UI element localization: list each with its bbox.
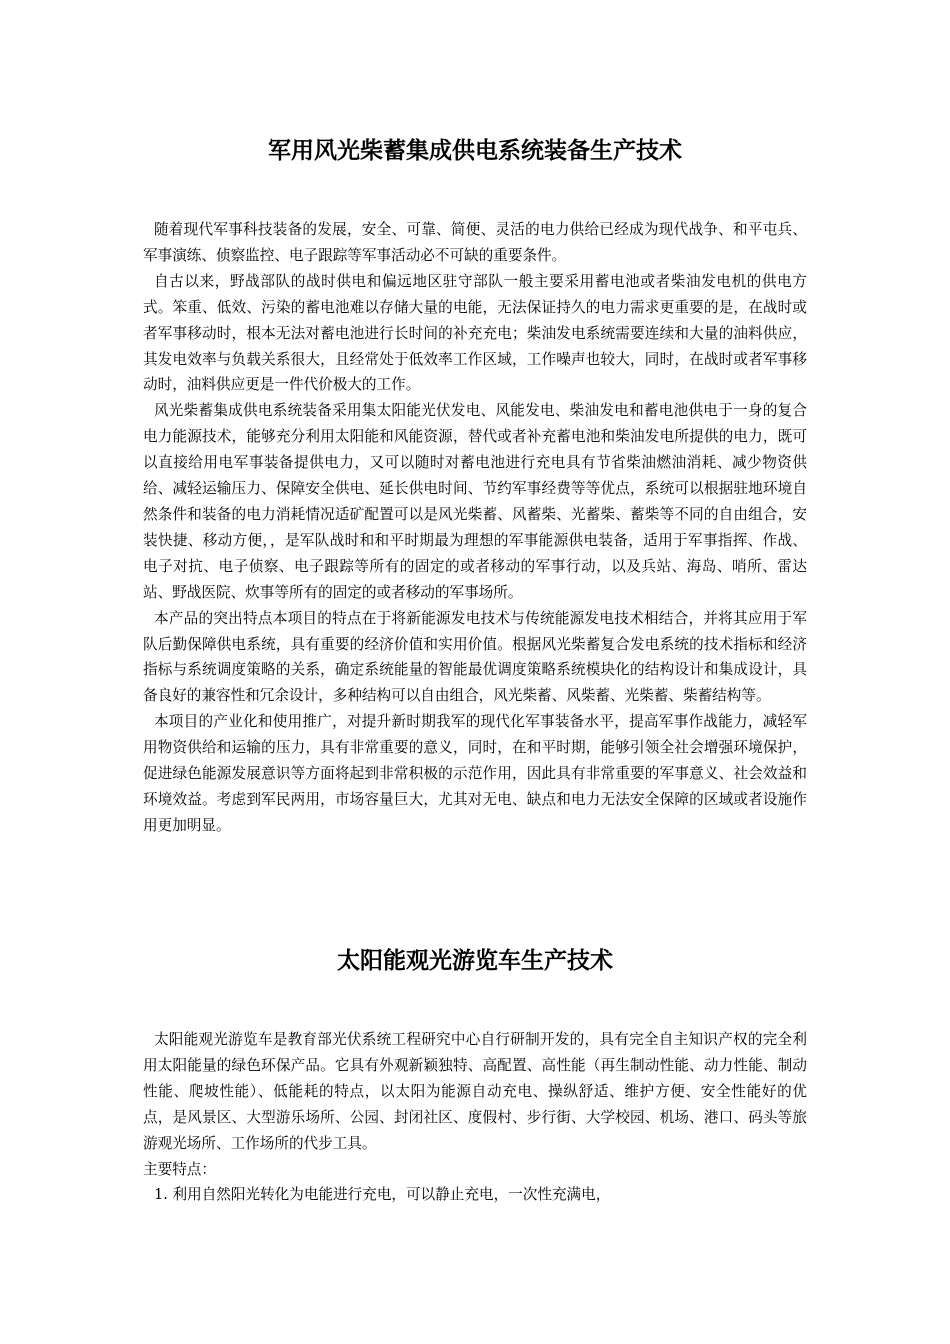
feature-list-item: 1. 利用自然阳光转化为电能进行充电，可以静止充电，一次性充满电， bbox=[153, 1186, 611, 1204]
section-title-solar-sightseeing-car: 太阳能观光游览车生产技术 bbox=[337, 948, 613, 974]
paragraph: 自古以来，野战部队的战时供电和偏远地区驻守部队一般主要采用蓄电池或者柴油发电机的供电方式。笨重、低效、污染的蓄电池难以存储大量的电能，无法保证持久的电力需求更重要的是，在战时或者军事移动时，根本无法对蓄电池进行长时间的补充充电；柴油发电系统需要连续和大量的油料供应，其发电效率与负载关系很大，且经常处于低效率工作区域，工作噪声也较大，同时，在战时或者军事移动时，油料供应更是一件代价极大的工作。 bbox=[143, 272, 807, 394]
paragraph: 太阳能观光游览车是教育部光伏系统工程研究中心自行研制开发的，具有完全自主知识产权的完全利用太阳能量的绿色环保产品。它具有外观新颖独特、高配置、高性能（再生制动性能、动力性能、制动性能、爬坡性能）、低能耗的特点，以太阳为能源自动充电、操纵舒适、维护方便、安全性能好的优点，是风景区、大型游乐场所、公园、封闭社区、度假村、步行街、大学校园、机场、港口、码头等旅游观光场所、工作场所的代步工具。 bbox=[143, 1031, 807, 1152]
paragraph: 本项目的产业化和使用推广，对提升新时期我军的现代化军事装备水平，提高军事作战能力，减轻军用物资供给和运输的压力，具有非常重要的意义，同时，在和平时期，能够引领全社会增强环境保护，促进绿色能源发展意识等方面将起到非常积极的示范作用，因此具有非常重要的军事意义、社会效益和环境效益。考虑到军民两用，市场容量巨大，尤其对无电、缺点和电力无法安全保障的区域或者设施作用更加明显。 bbox=[143, 713, 807, 834]
paragraph: 本产品的突出特点本项目的特点在于将新能源发电技术与传统能源发电技术相结合，并将其应用于军队后勤保障供电系统，具有重要的经济价值和实用价值。根据风光柴蓄复合发电系统的技术指标和经济指标与系统调度策略的关系，确定系统能量的智能最优调度策略系统模块化的结构设计和集成设计，具备良好的兼容性和冗余设计，多种结构可以自由组合，风光柴蓄、风柴蓄、光柴蓄、柴蓄结构等。 bbox=[143, 609, 807, 705]
section-body-solar-sightseeing-car bbox=[143, 1027, 807, 1208]
features-heading: 主要特点： bbox=[143, 1160, 216, 1178]
paragraph: 随着现代军事科技装备的发展，安全、可靠、简便、灵活的电力供给已经成为现代战争、和平屯兵、军事演练、侦察监控、电子跟踪等军事活动必不可缺的重要条件。 bbox=[143, 221, 807, 264]
section-title-military-power: 军用风光柴蓄集成供电系统装备生产技术 bbox=[268, 138, 682, 164]
section-body-military-power bbox=[143, 217, 807, 839]
paragraph: 风光柴蓄集成供电系统装备采用集太阳能光伏发电、风能发电、柴油发电和蓄电池供电于一身的复合电力能源技术，能够充分利用太阳能和风能资源，替代或者补充蓄电池和柴油发电所提供的电力，既可以直接给用电军事装备提供电力，又可以随时对蓄电池进行充电具有节省柴油燃油消耗、减少物资供给、减轻运输压力、保障安全供电、延长供电时间、节约军事经费等等优点，系统可以根据驻地环境自然条件和装备的电力消耗情况适矿配置可以是风光柴蓄、风蓄柴、光蓄柴、蓄柴等不同的自由组合，安装快捷、移动方便，，是军队战时和和平时期最为理想的军事能源供电装备，适用于军事指挥、作战、电子对抗、电子侦察、电子跟踪等所有的固定的或者移动的军事行动，以及兵站、海岛、哨所、雷达站、野战医院、炊事等所有的固定的或者移动的军事场所。 bbox=[143, 402, 807, 601]
